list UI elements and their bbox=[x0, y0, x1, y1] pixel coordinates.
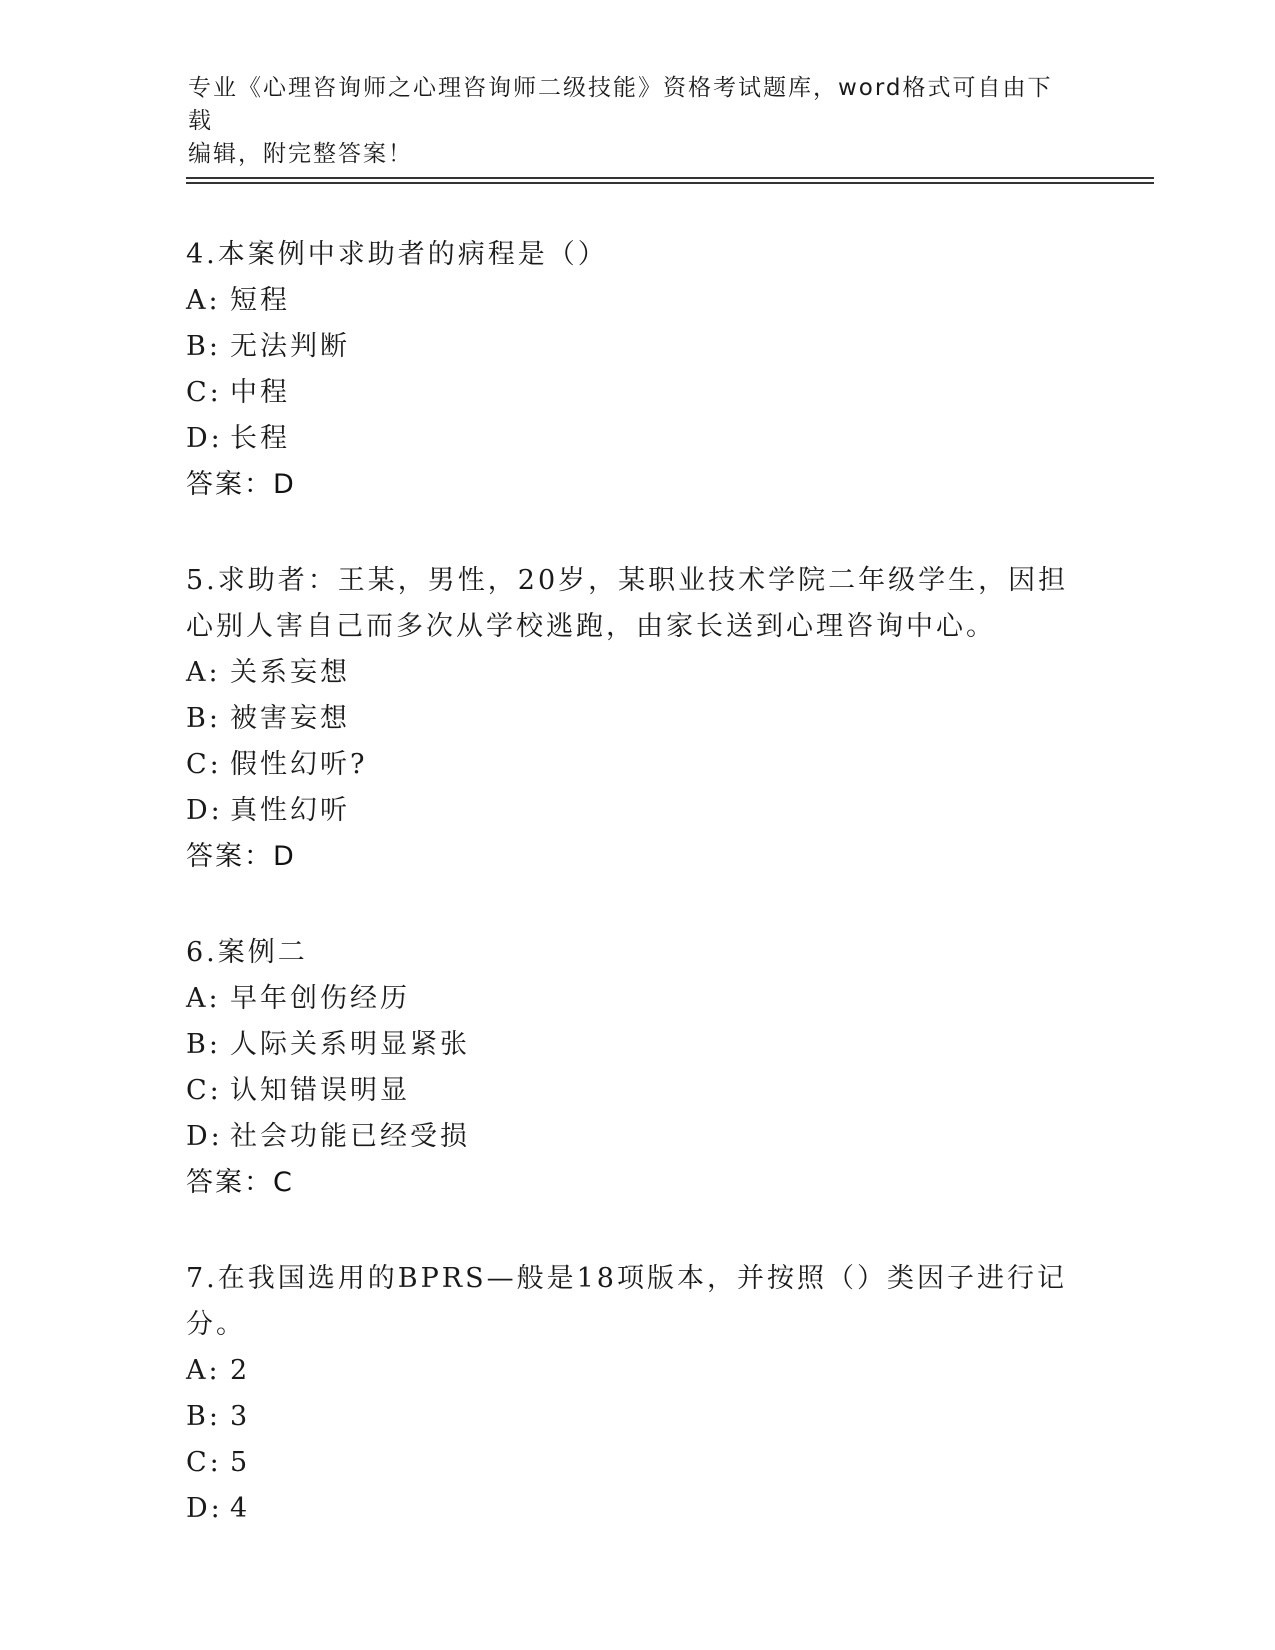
option-text: 2 bbox=[230, 1355, 251, 1386]
header-divider-bottom bbox=[186, 182, 1154, 184]
option-letter: C: bbox=[186, 1447, 222, 1478]
option-text: 长程 bbox=[230, 423, 290, 454]
option-c bbox=[186, 1068, 1086, 1114]
question-text: 案例二 bbox=[217, 937, 308, 968]
question-number: 6. bbox=[186, 937, 218, 968]
option-letter: A: bbox=[186, 285, 221, 316]
option-text: 假性幻听? bbox=[230, 749, 368, 780]
document-header bbox=[188, 72, 1068, 171]
question-number: 4. bbox=[186, 239, 218, 270]
option-letter: C: bbox=[186, 377, 222, 408]
question-7 bbox=[186, 1256, 1086, 1532]
option-text: 真性幻听 bbox=[230, 795, 350, 826]
option-letter: D: bbox=[186, 1121, 223, 1152]
header-line-2: 编辑，附完整答案！ bbox=[188, 141, 413, 167]
question-text: 求助者：王某，男性，20岁，某职业技术学院二年级学生，因担心别人害自己而多次从学校逃跑，由家长送到心理咨询中心。 bbox=[186, 565, 1069, 642]
option-a bbox=[186, 278, 1086, 324]
option-letter: D: bbox=[186, 1493, 223, 1524]
answer-line: 答案：D bbox=[186, 841, 296, 872]
option-text: 人际关系明显紧张 bbox=[230, 1029, 470, 1060]
option-a bbox=[186, 976, 1086, 1022]
option-letter: D: bbox=[186, 795, 223, 826]
option-letter: B: bbox=[186, 331, 221, 362]
question-number: 5. bbox=[186, 565, 218, 596]
question-stem bbox=[186, 232, 1086, 278]
question-stem bbox=[186, 930, 1086, 976]
option-text: 早年创伤经历 bbox=[230, 983, 410, 1014]
answer-line: 答案：D bbox=[186, 469, 296, 500]
option-c bbox=[186, 1440, 1086, 1486]
option-b bbox=[186, 1022, 1086, 1068]
option-text: 认知错误明显 bbox=[230, 1075, 410, 1106]
option-text: 3 bbox=[230, 1401, 251, 1432]
question-stem bbox=[186, 1256, 1086, 1348]
option-d bbox=[186, 788, 1086, 834]
question-number: 7. bbox=[186, 1263, 218, 1294]
option-letter: B: bbox=[186, 703, 221, 734]
option-text: 社会功能已经受损 bbox=[230, 1121, 470, 1152]
option-letter: D: bbox=[186, 423, 223, 454]
option-letter: A: bbox=[186, 657, 221, 688]
option-b bbox=[186, 324, 1086, 370]
option-text: 关系妄想 bbox=[230, 657, 350, 688]
option-letter: A: bbox=[186, 983, 221, 1014]
option-letter: C: bbox=[186, 749, 222, 780]
option-a bbox=[186, 1348, 1086, 1394]
option-letter: A: bbox=[186, 1355, 221, 1386]
option-d bbox=[186, 416, 1086, 462]
question-stem bbox=[186, 558, 1086, 650]
question-4 bbox=[186, 232, 1086, 508]
option-letter: C: bbox=[186, 1075, 222, 1106]
question-list bbox=[186, 232, 1086, 1582]
option-b bbox=[186, 696, 1086, 742]
header-line-1: 专业《心理咨询师之心理咨询师二级技能》资格考试题库，word格式可自由下载 bbox=[188, 75, 1053, 134]
option-text: 无法判断 bbox=[230, 331, 350, 362]
option-text: 5 bbox=[230, 1447, 251, 1478]
option-a bbox=[186, 650, 1086, 696]
option-d bbox=[186, 1486, 1086, 1532]
option-c bbox=[186, 742, 1086, 788]
option-d bbox=[186, 1114, 1086, 1160]
question-5 bbox=[186, 558, 1086, 880]
option-b bbox=[186, 1394, 1086, 1440]
option-text: 短程 bbox=[230, 285, 290, 316]
question-text: 在我国选用的BPRS—般是18项版本，并按照（）类因子进行记分。 bbox=[186, 1263, 1067, 1340]
option-letter: B: bbox=[186, 1029, 221, 1060]
header-divider-top bbox=[186, 177, 1154, 179]
question-text: 本案例中求助者的病程是（） bbox=[217, 239, 608, 270]
answer-line: 答案：C bbox=[186, 1167, 294, 1198]
option-text: 被害妄想 bbox=[230, 703, 350, 734]
option-text: 4 bbox=[230, 1493, 251, 1524]
option-letter: B: bbox=[186, 1401, 221, 1432]
option-c bbox=[186, 370, 1086, 416]
option-text: 中程 bbox=[230, 377, 290, 408]
question-6 bbox=[186, 930, 1086, 1206]
